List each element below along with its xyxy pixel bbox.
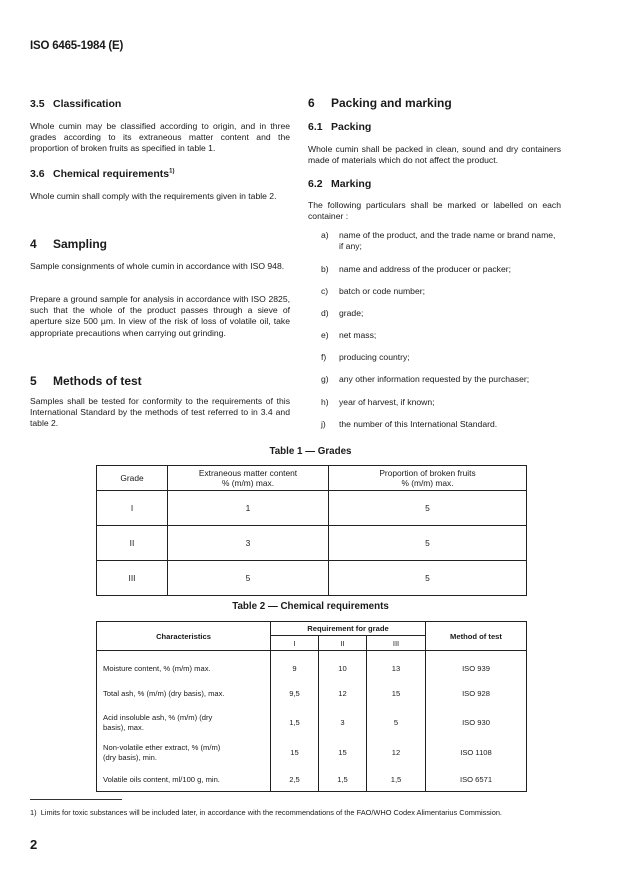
table-row: I 1 5 — [97, 491, 527, 526]
table-header-row — [97, 466, 527, 491]
table-row: Volatile oils content, ml/100 g, min. 2,5 1,5 1,5 ISO 6571 — [97, 768, 527, 792]
table-header-row — [97, 622, 527, 636]
table-2-caption: Table 2 — Chemical requirements — [232, 601, 389, 612]
table-1-grades — [96, 465, 527, 596]
table-row: III 5 5 — [97, 561, 527, 596]
section-5-heading: 5 Methods of test — [30, 374, 142, 388]
section-4-heading: 4 Sampling — [30, 237, 108, 251]
col-grade-iii: III — [367, 636, 426, 651]
section-4-text-1: Sample consignments of whole cumin in accordance with ISO 948. — [30, 261, 285, 271]
section-6-2-text: The following particulars shall be marked or labelled on each container : — [308, 200, 561, 222]
section-5-text: Samples shall be tested for conformity to the requirements of this International Standard by the methods of test referred to in 3.4 and table 2. — [30, 396, 290, 429]
section-3-6-text: Whole cumin shall comply with the requirements given in table 2. — [30, 191, 277, 201]
col-extraneous: Extraneous matter content % (m/m) max. — [168, 466, 329, 491]
section-6-heading: 6 Packing and marking — [308, 96, 452, 110]
table-1-caption: Table 1 — Grades — [269, 446, 352, 457]
col-grade-ii: II — [319, 636, 367, 651]
footnote: 1) Limits for toxic substances will be included later, in accordance with the recommendations of the FAO/WHO Codex Alimentarius Commission. — [30, 808, 502, 817]
footnote-ref: 1) — [169, 168, 175, 175]
col-grade: Grade — [97, 466, 168, 491]
section-3-5-text: Whole cumin may be classified according to origin, and in three grades according to its extraneous matter content and the proportion of broken fruits as specified in table 1. — [30, 121, 290, 154]
table-row: Total ash, % (m/m) (dry basis), max. 9,5 12 15 ISO 928 — [97, 680, 527, 708]
col-method: Method of test — [426, 622, 527, 651]
table-row: Moisture content, % (m/m) max. 9 10 13 ISO 939 — [97, 659, 527, 680]
col-broken: Proportion of broken fruits % (m/m) max. — [329, 466, 527, 491]
footnote-rule — [30, 799, 122, 800]
table-row: Non-volatile ether extract, % (m/m) (dry basis), min. 15 15 12 ISO 1108 — [97, 738, 527, 768]
col-requirement: Requirement for grade — [271, 622, 426, 636]
page-number: 2 — [30, 837, 38, 852]
table-2-chemical — [96, 621, 527, 792]
standard-header: ISO 6465-1984 (E) — [30, 40, 124, 52]
section-4-text-2: Prepare a ground sample for analysis in accordance with ISO 2825, such that the whole of the product passes through a sieve of aperture size 500 µm. In view of the risk of loss of volatile oil, take appropriate precautions when carrying out grinding. — [30, 294, 290, 338]
section-6-1-text: Whole cumin shall be packed in clean, sound and dry containers made of materials which do not affect the product. — [308, 144, 561, 166]
table-row: II 3 5 — [97, 526, 527, 561]
section-6-1-heading: 6.1 Packing — [308, 121, 372, 133]
col-characteristics: Characteristics — [97, 622, 271, 651]
col-grade-i: I — [271, 636, 319, 651]
section-6-2-heading: 6.2 Marking — [308, 178, 372, 190]
section-3-6-heading: 3.6 Chemical requirements$^{1)}$ — [30, 168, 175, 180]
section-3-5-heading: 3.5 Classification — [30, 98, 122, 110]
table-row: Acid insoluble ash, % (m/m) (dry basis), max. 1,5 3 5 ISO 930 — [97, 708, 527, 738]
